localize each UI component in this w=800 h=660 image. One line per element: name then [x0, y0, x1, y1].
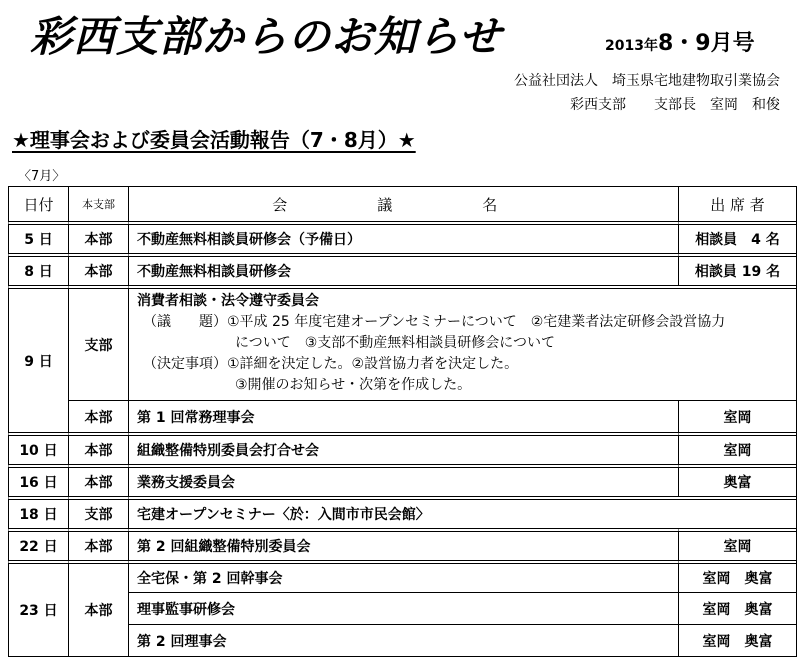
row-day: 18 日	[8, 496, 68, 528]
table-row	[8, 253, 796, 285]
table-row	[8, 221, 796, 253]
table-header-row	[8, 186, 796, 221]
row-day: 8 日	[8, 253, 68, 285]
row-day: 16 日	[8, 464, 68, 496]
row-branch: 本部	[68, 464, 128, 496]
decision-line: （決定事項）①詳細を決定した。②設営協力者を決定した。	[143, 356, 519, 372]
section-heading: ★理事会および委員会活動報告（7・8月）★	[12, 128, 416, 152]
row-meeting: 不動産無料相談員研修会	[128, 253, 678, 285]
col-date: 日付	[8, 186, 68, 221]
col-branch: 本支部	[68, 186, 128, 221]
row-attendees: 相談員 4 名	[678, 221, 796, 253]
row-attendees: 室岡 奥富	[678, 560, 796, 592]
row-meeting: 第 2 回理事会	[128, 624, 678, 656]
row-day: 23 日	[8, 560, 68, 656]
row-meeting-detail	[128, 285, 796, 400]
agenda-line: について ③支部不動産無料相談員研修会について	[235, 335, 555, 351]
row-meeting: 全宅保・第 2 回幹事会	[128, 560, 678, 592]
row-day: 9 日	[8, 285, 68, 432]
col-meeting: 会 議 名	[128, 186, 678, 221]
row-branch: 本部	[68, 432, 128, 464]
issue-year: 2013年	[605, 38, 658, 54]
row-attendees: 室岡 奥富	[678, 592, 796, 624]
row-meeting: 第 1 回常務理事会	[128, 400, 678, 432]
row-branch: 本部	[68, 400, 128, 432]
table-row	[8, 464, 796, 496]
table-row	[8, 400, 796, 432]
table-row	[8, 528, 796, 560]
col-attendees: 出 席 者	[678, 186, 796, 221]
issue-months: 8・9月号	[657, 31, 755, 56]
row-day: 10 日	[8, 432, 68, 464]
decision-line: ③開催のお知らせ・次第を作成した。	[235, 377, 472, 393]
issue-label	[605, 26, 755, 57]
row-attendees: 室岡	[678, 400, 796, 432]
table-row	[8, 496, 796, 528]
committee-name: 消費者相談・法令遵守委員会	[137, 293, 319, 309]
table-row	[8, 560, 796, 592]
row-day: 5 日	[8, 221, 68, 253]
row-attendees: 室岡 奥富	[678, 624, 796, 656]
row-meeting: 宅建オープンセミナー〈於：入間市市民会館〉	[128, 496, 796, 528]
row-attendees: 相談員 19 名	[678, 253, 796, 285]
row-meeting: 組織整備特別委員会打合せ会	[128, 432, 678, 464]
row-attendees: 奥富	[678, 464, 796, 496]
row-branch: 支部	[68, 496, 128, 528]
row-branch: 本部	[68, 528, 128, 560]
activity-table	[8, 186, 797, 657]
agenda-line: （議 題）①平成 25 年度宅建オープンセミナーについて ②宅建業者法定研修会設営協力	[143, 314, 726, 330]
month-label: 〈7月〉	[18, 169, 66, 184]
table-row	[8, 285, 796, 400]
row-attendees: 室岡	[678, 528, 796, 560]
row-day: 22 日	[8, 528, 68, 560]
row-branch: 本部	[68, 221, 128, 253]
organization-name: 公益社団法人 埼玉県宅地建物取引業協会	[514, 73, 780, 89]
row-branch: 支部	[68, 285, 128, 400]
row-meeting: 第 2 回組織整備特別委員会	[128, 528, 678, 560]
row-meeting: 不動産無料相談員研修会（予備日）	[128, 221, 678, 253]
branch-chief: 彩西支部 支部長 室岡 和俊	[570, 97, 780, 113]
table-row	[8, 432, 796, 464]
newsletter-title: 彩西支部からのお知らせ	[30, 12, 502, 61]
row-branch: 本部	[68, 253, 128, 285]
row-meeting: 業務支援委員会	[128, 464, 678, 496]
row-branch: 本部	[68, 560, 128, 656]
row-meeting: 理事監事研修会	[128, 592, 678, 624]
row-attendees: 室岡	[678, 432, 796, 464]
